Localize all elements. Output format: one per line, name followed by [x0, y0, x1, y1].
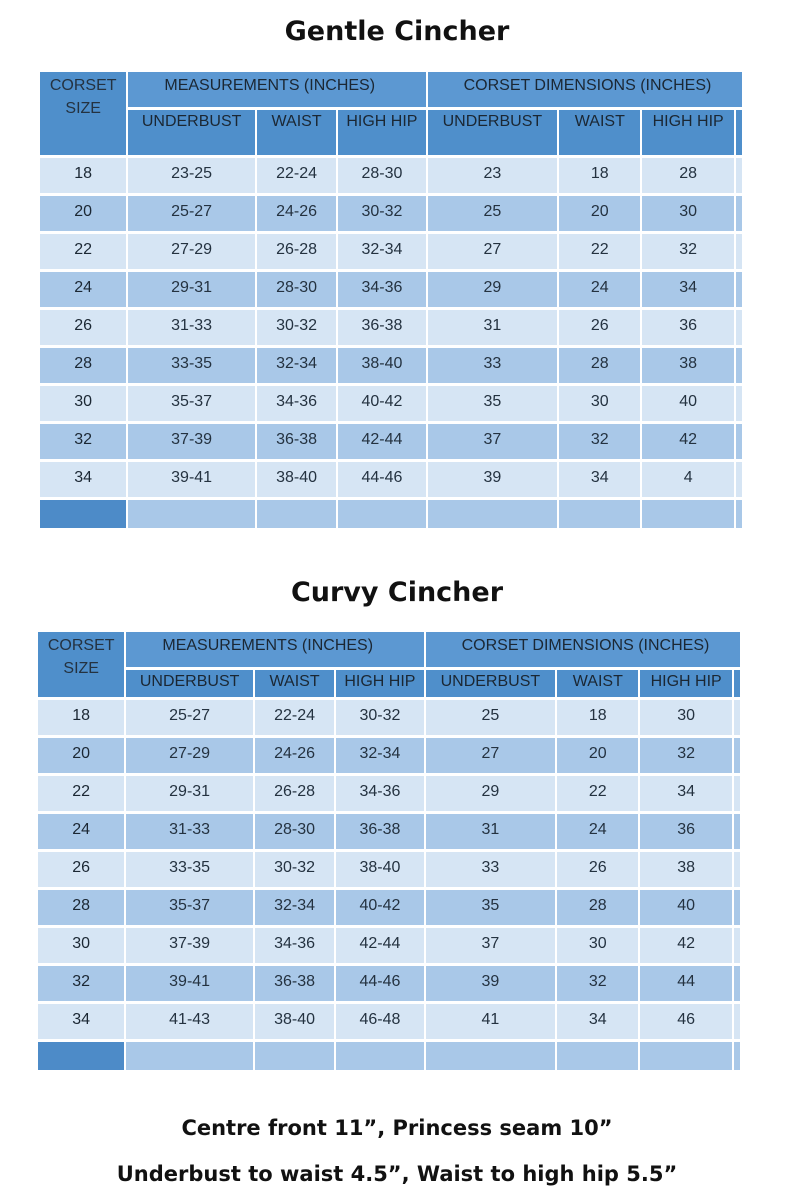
table-row: [40, 310, 742, 345]
header-edge-cell: [734, 670, 740, 697]
table-cell: 41-43: [126, 1004, 253, 1039]
table-cell: 27: [426, 738, 556, 773]
row-edge-cell: [736, 310, 742, 345]
table-cell: 25: [428, 196, 558, 231]
table-cell: 40: [640, 890, 731, 925]
measurements-group-header: MEASUREMENTS (INCHES): [128, 72, 425, 107]
table-cell: 25-27: [128, 196, 255, 231]
table-cell: 28-30: [338, 158, 425, 193]
table-row: [40, 462, 742, 497]
table-row: [38, 700, 740, 735]
table-cell: 42: [642, 424, 733, 459]
table-cell: 36-38: [338, 310, 425, 345]
table-cell: 33: [428, 348, 558, 383]
table-cell: 46-48: [336, 1004, 423, 1039]
table-row: [40, 196, 742, 231]
blank-cell: [40, 500, 126, 528]
measurements-group-header: MEASUREMENTS (INCHES): [126, 632, 423, 667]
blank-row: [40, 500, 742, 528]
blank-cell: [338, 500, 425, 528]
table-cell: 39-41: [128, 462, 255, 497]
table-row: [40, 234, 742, 269]
table-cell: 38-40: [336, 852, 423, 887]
row-edge-cell: [734, 890, 740, 925]
blank-cell: [257, 500, 336, 528]
table-cell: 29-31: [128, 272, 255, 307]
size-cell: 28: [40, 348, 126, 383]
table-cell: 31-33: [128, 310, 255, 345]
table-cell: 20: [559, 196, 640, 231]
blank-row: [38, 1042, 740, 1070]
table-cell: 36-38: [257, 424, 336, 459]
table-cell: 22-24: [257, 158, 336, 193]
table-row: [40, 158, 742, 193]
table-row: [38, 738, 740, 773]
column-header-waist: WAIST: [557, 670, 638, 697]
table-cell: 33-35: [128, 348, 255, 383]
table-cell: 23: [428, 158, 558, 193]
table-cell: 29: [428, 272, 558, 307]
table-cell: 46: [640, 1004, 731, 1039]
blank-cell: [428, 500, 558, 528]
table-cell: 30: [642, 196, 733, 231]
size-cell: 34: [38, 1004, 124, 1039]
size-cell: 30: [38, 928, 124, 963]
table-row: [38, 966, 740, 1001]
table-cell: 35: [428, 386, 558, 421]
table-cell: 30-32: [257, 310, 336, 345]
table-cell: 22-24: [255, 700, 334, 735]
table-cell: 34: [642, 272, 733, 307]
row-edge-cell: [734, 814, 740, 849]
size-cell: 20: [40, 196, 126, 231]
table-cell: 34: [557, 1004, 638, 1039]
corset-size-header: CORSET SIZE: [40, 72, 126, 155]
table-row: [38, 814, 740, 849]
table-cell: 24-26: [255, 738, 334, 773]
blank-cell: [255, 1042, 334, 1070]
row-edge-cell: [736, 272, 742, 307]
row-edge-cell: [734, 928, 740, 963]
size-cell: 18: [38, 700, 124, 735]
size-cell: 26: [40, 310, 126, 345]
footer-measurements-line-2: Underbust to waist 4.5”, Waist to high hip 5.5”: [116, 1162, 678, 1186]
table-cell: 28-30: [257, 272, 336, 307]
curvy-cincher-title: Curvy Cincher: [290, 577, 504, 608]
row-edge-cell: [736, 386, 742, 421]
table-cell: 32: [557, 966, 638, 1001]
table-cell: 27: [428, 234, 558, 269]
column-header-high-hip: HIGH HIP: [336, 670, 423, 697]
blank-cell: [734, 1042, 740, 1070]
table-cell: 34-36: [336, 776, 423, 811]
table-cell: 29: [426, 776, 556, 811]
table-cell: 28: [557, 890, 638, 925]
blank-cell: [736, 500, 742, 528]
table-row: [40, 424, 742, 459]
table-cell: 23-25: [128, 158, 255, 193]
table-cell: 20: [557, 738, 638, 773]
row-edge-cell: [736, 424, 742, 459]
dimensions-group-header: CORSET DIMENSIONS (INCHES): [426, 632, 740, 667]
header-edge-cell: [736, 110, 742, 155]
table-cell: 35: [426, 890, 556, 925]
row-edge-cell: [736, 158, 742, 193]
table-cell: 44-46: [336, 966, 423, 1001]
table-row: [40, 272, 742, 307]
table-cell: 32-34: [257, 348, 336, 383]
table-cell: 30-32: [336, 700, 423, 735]
table-cell: 38: [640, 852, 731, 887]
table-cell: 27-29: [128, 234, 255, 269]
row-edge-cell: [736, 348, 742, 383]
table-cell: 34-36: [338, 272, 425, 307]
row-edge-cell: [736, 462, 742, 497]
table-cell: 38-40: [257, 462, 336, 497]
table-cell: 40-42: [338, 386, 425, 421]
row-edge-cell: [734, 738, 740, 773]
table-cell: 39: [426, 966, 556, 1001]
column-header-high-hip: HIGH HIP: [338, 110, 425, 155]
row-edge-cell: [734, 776, 740, 811]
table-cell: 30: [559, 386, 640, 421]
blank-cell: [128, 500, 255, 528]
table-cell: 30: [557, 928, 638, 963]
table-cell: 34-36: [255, 928, 334, 963]
table-cell: 44-46: [338, 462, 425, 497]
row-edge-cell: [734, 966, 740, 1001]
blank-cell: [642, 500, 733, 528]
table-cell: 4: [642, 462, 733, 497]
table-cell: 33: [426, 852, 556, 887]
table-cell: 28: [642, 158, 733, 193]
size-cell: 22: [38, 776, 124, 811]
table-cell: 26-28: [255, 776, 334, 811]
column-header-waist: WAIST: [255, 670, 334, 697]
table-cell: 26-28: [257, 234, 336, 269]
dimensions-group-header: CORSET DIMENSIONS (INCHES): [428, 72, 742, 107]
table-cell: 36: [640, 814, 731, 849]
table-cell: 34-36: [257, 386, 336, 421]
table-cell: 42-44: [336, 928, 423, 963]
table-cell: 25-27: [126, 700, 253, 735]
table-cell: 31-33: [126, 814, 253, 849]
column-header-underbust: UNDERBUST: [126, 670, 253, 697]
table-cell: 31: [428, 310, 558, 345]
size-cell: 24: [40, 272, 126, 307]
column-header-underbust: UNDERBUST: [426, 670, 556, 697]
size-cell: 28: [38, 890, 124, 925]
size-cell: 26: [38, 852, 124, 887]
table-cell: 38-40: [338, 348, 425, 383]
size-cell: 30: [40, 386, 126, 421]
size-cell: 20: [38, 738, 124, 773]
table-cell: 42-44: [338, 424, 425, 459]
table-cell: 41: [426, 1004, 556, 1039]
table-cell: 33-35: [126, 852, 253, 887]
table-row: [38, 928, 740, 963]
column-header-high-hip: HIGH HIP: [640, 670, 731, 697]
table-cell: 39: [428, 462, 558, 497]
column-header-waist: WAIST: [559, 110, 640, 155]
table-cell: 36: [642, 310, 733, 345]
table-cell: 26: [557, 852, 638, 887]
table-cell: 25: [426, 700, 556, 735]
table-row: [40, 386, 742, 421]
row-edge-cell: [734, 852, 740, 887]
table-row: [38, 852, 740, 887]
size-cell: 24: [38, 814, 124, 849]
size-cell: 32: [38, 966, 124, 1001]
gentle-cincher-table: [38, 69, 744, 531]
column-header-underbust: UNDERBUST: [128, 110, 255, 155]
size-cell: 22: [40, 234, 126, 269]
table-cell: 37-39: [128, 424, 255, 459]
table-cell: 40-42: [336, 890, 423, 925]
table-cell: 44: [640, 966, 731, 1001]
blank-cell: [38, 1042, 124, 1070]
table-cell: 32-34: [338, 234, 425, 269]
blank-cell: [426, 1042, 556, 1070]
table-cell: 32: [640, 738, 731, 773]
gentle-cincher-title: Gentle Cincher: [284, 16, 510, 47]
table-cell: 18: [559, 158, 640, 193]
table-cell: 38-40: [255, 1004, 334, 1039]
table-cell: 37-39: [126, 928, 253, 963]
row-edge-cell: [736, 234, 742, 269]
table-cell: 28-30: [255, 814, 334, 849]
table-cell: 30: [640, 700, 731, 735]
corset-size-header: CORSET SIZE: [38, 632, 124, 697]
blank-cell: [126, 1042, 253, 1070]
table-row: [38, 776, 740, 811]
table-cell: 32: [559, 424, 640, 459]
blank-cell: [559, 500, 640, 528]
table-cell: 40: [642, 386, 733, 421]
table-cell: 35-37: [126, 890, 253, 925]
column-header-underbust: UNDERBUST: [428, 110, 558, 155]
row-edge-cell: [736, 196, 742, 231]
table-cell: 32-34: [336, 738, 423, 773]
curvy-cincher-table: [36, 629, 742, 1073]
table-cell: 34: [640, 776, 731, 811]
footer-measurements-line-1: Centre front 11”, Princess seam 10”: [181, 1116, 613, 1140]
blank-cell: [557, 1042, 638, 1070]
table-cell: 35-37: [128, 386, 255, 421]
table-cell: 27-29: [126, 738, 253, 773]
table-cell: 31: [426, 814, 556, 849]
table-cell: 37: [428, 424, 558, 459]
table-cell: 38: [642, 348, 733, 383]
table-cell: 36-38: [255, 966, 334, 1001]
table-cell: 34: [559, 462, 640, 497]
table-cell: 26: [559, 310, 640, 345]
blank-cell: [336, 1042, 423, 1070]
table-cell: 24: [559, 272, 640, 307]
size-cell: 32: [40, 424, 126, 459]
table-cell: 32: [642, 234, 733, 269]
table-cell: 39-41: [126, 966, 253, 1001]
table-cell: 30-32: [338, 196, 425, 231]
table-row: [38, 1004, 740, 1039]
table-row: [40, 348, 742, 383]
row-edge-cell: [734, 1004, 740, 1039]
table-cell: 22: [559, 234, 640, 269]
row-edge-cell: [734, 700, 740, 735]
table-cell: 29-31: [126, 776, 253, 811]
size-cell: 18: [40, 158, 126, 193]
table-cell: 36-38: [336, 814, 423, 849]
table-cell: 32-34: [255, 890, 334, 925]
table-row: [38, 890, 740, 925]
table-cell: 37: [426, 928, 556, 963]
table-cell: 22: [557, 776, 638, 811]
table-cell: 24: [557, 814, 638, 849]
table-cell: 18: [557, 700, 638, 735]
table-cell: 42: [640, 928, 731, 963]
table-cell: 30-32: [255, 852, 334, 887]
size-cell: 34: [40, 462, 126, 497]
blank-cell: [640, 1042, 731, 1070]
column-header-high-hip: HIGH HIP: [642, 110, 733, 155]
table-cell: 24-26: [257, 196, 336, 231]
column-header-waist: WAIST: [257, 110, 336, 155]
table-cell: 28: [559, 348, 640, 383]
